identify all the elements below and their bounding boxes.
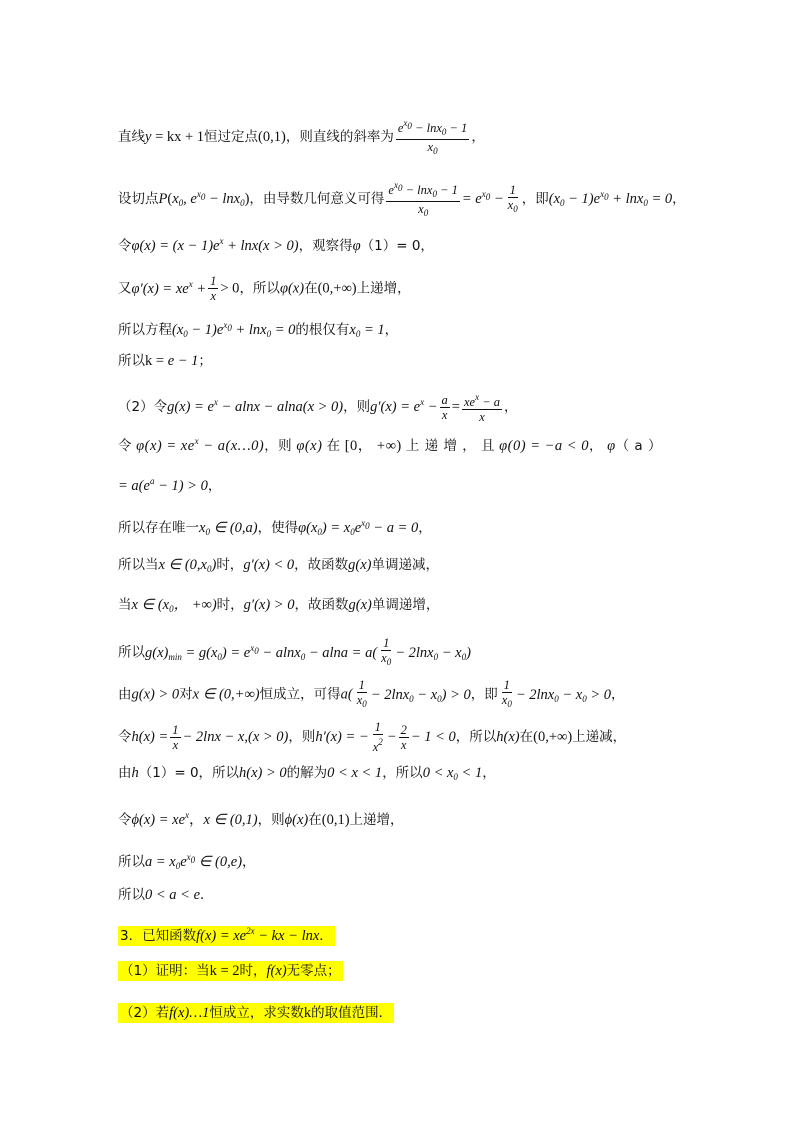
text: 对	[179, 686, 193, 703]
text: 3．已知函数	[120, 928, 197, 944]
fraction: $\frac{xe^x - a}{x}$	[463, 392, 501, 424]
text: ，观察得	[298, 238, 353, 254]
text: （2）若	[120, 1005, 170, 1021]
text: 令	[118, 729, 132, 745]
text: 上递增，	[356, 280, 411, 297]
fraction: $\frac{1}{x}$	[172, 722, 179, 752]
question-3-stem: 3．已知函数$f(x) = xe^{2x}$ − kx − lnx．	[120, 926, 333, 944]
text: 的取值范围．	[311, 1005, 393, 1021]
text-line-19: 所以0 < a < e．	[118, 887, 214, 903]
text: 上递增，	[349, 812, 404, 828]
fraction: $\frac{e^{x_0} - \ln x_0 - 1}{x_0}$	[397, 118, 468, 156]
text: （2）令	[118, 399, 168, 415]
text: 由	[118, 686, 132, 703]
text-line-15: 令h(x) = $\frac{1}{x}$ − 2lnx − x,(x > 0)，则h′(x) = − $\frac{1}{x^2}$ − $\frac{2}{x}$ − 1 < 0，所以h(x)在(0,+∞)上递减，	[118, 720, 627, 754]
text: 又	[118, 280, 132, 297]
text: 所以当	[118, 557, 159, 573]
fraction: $\frac{1}{x_0}$	[381, 636, 392, 667]
text: 直线	[118, 129, 145, 145]
text-line-10: 所以存在唯一$x_0$ ∈ (0,a)，使得$\varphi(x_0) = x_0e^{x_0} - a = 0$，	[118, 518, 432, 537]
text: ，使得	[257, 520, 299, 536]
text-line-16: 由h（1）= 0，所以h(x) > 0的解为0 < x < 1，所以$0 < x_0 < 1$，	[118, 765, 496, 782]
fraction: $\frac{1}{x}$	[210, 274, 217, 303]
text-line-1: 直线y = kx + 1恒过定点(0,1)，则直线的斜率为 $\frac{e^{x_0} - \ln x_0 - 1}{x_0}$ ，	[118, 118, 485, 156]
text-line-18: 所以$a = x_0e^{x_0}$ ∈ (0,e)，	[118, 852, 256, 871]
text-line-14: 由g(x) > 0对x ∈ (0,+∞)恒成立，可得a( $\frac{1}{x_0}$ − $2\ln x_0 - x_0) > 0$，即 $\frac{1}{x_0}$ − $2\ln x_0 - x_0 > 0$，	[118, 678, 625, 709]
text: ，则	[257, 812, 285, 828]
text: 时，	[216, 597, 244, 613]
fraction: $\frac{a}{x}$	[441, 392, 448, 422]
text: 令	[118, 238, 132, 254]
text: 上 递 增 ， 且	[405, 438, 496, 454]
text-line-12: 当x ∈ ($x_0$， +∞)时，g′(x) > 0，故函数g(x)单调递增，	[118, 597, 440, 614]
text-line-17: 令$\phi(x) = xe^x$，x ∈ (0,1)，则ϕ(x)在(0,1)上递增，	[118, 810, 404, 828]
text: ，故函数	[294, 597, 349, 613]
text-line-4: 又$\varphi'(x) = xe^x$ + $\frac{1}{x}$ > 0，所以φ(x)在(0,+∞)上递增，	[118, 274, 411, 303]
text: 所以	[118, 353, 145, 369]
text: 无零点；	[286, 963, 341, 979]
text: ，则	[264, 438, 293, 454]
text: 在	[519, 729, 534, 745]
text-line-9: = $a(e^a - 1) > 0$，	[118, 476, 222, 494]
text: 所以	[118, 887, 145, 903]
fraction: $\frac{1}{x^2}$	[372, 720, 383, 754]
text-line-8: 令 $\varphi(x) = xe^x$ − a(x…0)，则 φ(x) 在 [0， +∞) 上 递 增 ， 且 φ(0) = −a < 0， φ（ a ）	[118, 436, 662, 454]
text: 上递减，	[572, 729, 627, 745]
text-line-11: 所以当x ∈ $(0,x_0)$时，g′(x) < 0，故函数g(x)单调递减，	[118, 557, 439, 574]
text: ，则	[288, 729, 316, 745]
question-3-part-1: （1）证明：当k = 2时，f(x)无零点；	[120, 963, 341, 979]
text: ，所以	[198, 765, 240, 781]
fraction: $\frac{1}{x_0}$	[507, 182, 518, 214]
text-line-2: 设切点$P(x_0$, $e^{x_0} - \ln x_0$)，由导数几何意义可得 $\frac{e^{x_0} - \ln x_0 - 1}{x_0}$ = $e^{x_0}$ − $\frac{1}{x_0}$ ，即$(x_0 - 1)e^{x_0} + \ln x_0 = 0$，	[118, 180, 686, 218]
text: 设切点	[118, 191, 159, 207]
text: 时，	[239, 963, 267, 979]
text: 的根仅有	[295, 322, 350, 338]
text: 所以	[118, 854, 145, 870]
text: 所以存在唯一	[118, 520, 199, 536]
text: ，则直线的斜率为	[285, 129, 394, 145]
text: 恒过定点	[204, 129, 259, 145]
text: ，所以	[382, 765, 423, 781]
text: 单调递减，	[371, 557, 439, 573]
text: ，即	[521, 191, 549, 207]
text-line-13: 所以$g(x)_{min} = g(x_0) = e^{x_0} - alnx_0 - alna = a$( $\frac{1}{x_0}$ − $2\ln x_0 - x_0$)	[118, 636, 471, 667]
text-line-6: 所以k = e − 1；	[118, 353, 212, 369]
text-line-5: 所以方程$(x_0 - 1)e^{x_0} + \ln x_0 = 0$的根仅有$x_0 = 1$，	[118, 320, 399, 339]
text: 当	[118, 597, 132, 613]
text: 令	[118, 438, 132, 454]
text: 在	[304, 280, 318, 297]
text: （1）证明：当	[120, 963, 210, 979]
text: 的解为	[286, 765, 328, 781]
text: 所以方程	[118, 322, 172, 338]
fraction: $\frac{1}{x_0}$	[356, 678, 367, 709]
text: ，所以	[455, 729, 497, 745]
text: ，由导数几何意义可得	[249, 191, 385, 207]
fraction: $\frac{e^{x_0} - \ln x_0 - 1}{x_0}$	[388, 180, 458, 218]
fraction: $\frac{2}{x}$	[400, 722, 407, 752]
text: 恒成立，求实数	[209, 1005, 304, 1021]
text: ，	[588, 438, 603, 454]
text: 所以	[118, 644, 145, 661]
text: ，所以	[239, 280, 280, 297]
text: 恒成立，可得	[259, 686, 341, 703]
text: 时，	[216, 557, 244, 573]
text: ，则	[343, 399, 371, 415]
text: 令	[118, 812, 132, 828]
text: 由	[118, 765, 132, 781]
text-line-7: （2）令$g(x) = e^x - alnx - alna(x > 0)$，则$g'(x) = e^x$ − $\frac{a}{x}$ = $\frac{xe^x - a}{x}$ ，	[118, 392, 518, 424]
text: ，即	[470, 686, 498, 703]
text: 在	[308, 812, 322, 828]
text-line-3: 令$\varphi(x) = (x - 1)e^x + \ln x(x > 0)$，观察得φ（1）= 0，	[118, 236, 434, 254]
text: 单调递增，	[371, 597, 440, 613]
fraction: $\frac{1}{x_0}$	[501, 678, 512, 709]
text: 在	[326, 438, 341, 454]
question-3-part-2: （2）若f(x)…1恒成立，求实数k的取值范围．	[120, 1005, 393, 1021]
text: ，故函数	[294, 557, 349, 573]
